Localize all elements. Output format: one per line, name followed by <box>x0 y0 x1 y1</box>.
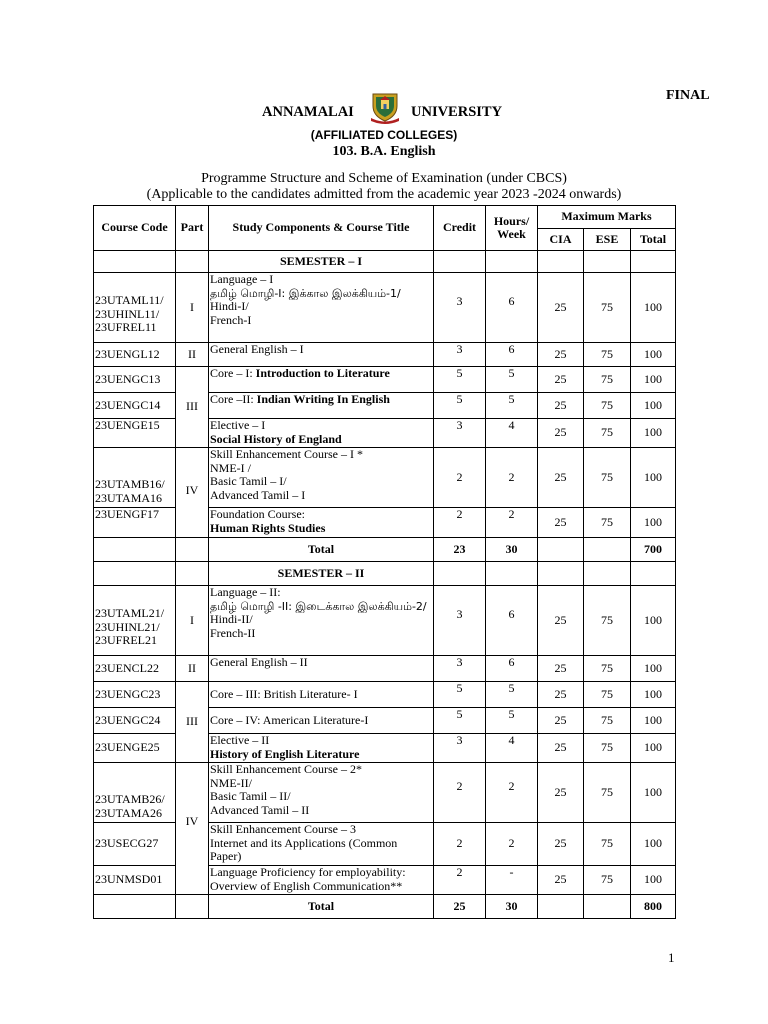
ese-cell: 75 <box>584 823 631 866</box>
total-label: Total <box>209 895 434 919</box>
total-row <box>94 538 676 562</box>
total-row <box>94 895 676 919</box>
university-emblem-icon <box>367 88 403 124</box>
hours-cell: 4 <box>486 734 538 763</box>
header-study-components: Study Components & Course Title <box>209 206 434 251</box>
ese-cell: 75 <box>584 367 631 393</box>
course-title-line: Overview of English Communication** <box>210 878 403 893</box>
total-label: Total <box>209 538 434 562</box>
total-credit: 23 <box>434 538 486 562</box>
total-hours: 30 <box>486 538 538 562</box>
course-code: 23UENGC13 <box>94 367 176 393</box>
ese-cell: 75 <box>584 393 631 419</box>
cia-cell: 25 <box>538 343 584 367</box>
course-title-line: French-II <box>210 625 256 640</box>
total-cell: 100 <box>631 682 676 708</box>
header-part: Part <box>176 206 209 251</box>
course-title-bold: History of English Literature <box>210 746 360 761</box>
part-cell: II <box>176 656 209 682</box>
hours-cell: 2 <box>486 508 538 538</box>
hours-cell: 4 <box>486 419 538 448</box>
part-cell: III <box>176 367 209 448</box>
table-row <box>94 682 676 708</box>
credit-cell: 3 <box>434 586 486 656</box>
credit-cell: 2 <box>434 866 486 895</box>
hours-cell: 2 <box>486 823 538 866</box>
ese-cell: 75 <box>584 763 631 823</box>
header-row <box>94 206 676 229</box>
course-code: 23UENGC14 <box>94 393 176 419</box>
course-title-line: Skill Enhancement Course – 3 <box>210 822 356 836</box>
course-code: 23UHINL21/ <box>95 619 160 634</box>
course-code: 23UHINL11/ <box>95 306 160 321</box>
ese-cell: 75 <box>584 508 631 538</box>
course-code: 23UENGC24 <box>94 708 176 734</box>
hours-cell: 2 <box>486 448 538 508</box>
course-title-line: Hindi-II/ <box>210 612 253 626</box>
course-code: 23UTAMB16/ <box>95 477 165 491</box>
cia-cell: 25 <box>538 273 584 343</box>
course-code: 23USECG27 <box>94 823 176 866</box>
hours-cell: 6 <box>486 343 538 367</box>
header-maximum-marks: Maximum Marks <box>538 206 676 229</box>
course-code: 23UENCL22 <box>94 656 176 682</box>
course-code: 23UENGL12 <box>94 343 176 367</box>
table-row <box>94 343 676 367</box>
total-cell: 100 <box>631 508 676 538</box>
course-title-line: Foundation Course: <box>210 507 305 521</box>
course-code: 23UENGF17 <box>94 508 176 538</box>
course-title-bold: Social History of England <box>210 431 342 446</box>
part-cell: IV <box>176 448 209 538</box>
cia-cell: 25 <box>538 763 584 823</box>
total-marks: 700 <box>631 538 676 562</box>
course-title-line: Internet and its Applications (Common <box>210 835 398 850</box>
semester-heading-row <box>94 251 676 273</box>
credit-cell: 3 <box>434 419 486 448</box>
credit-cell: 2 <box>434 763 486 823</box>
course-title-line: Language – I <box>210 272 274 286</box>
course-title-line: Basic Tamil – II/ <box>210 789 291 803</box>
cia-cell: 25 <box>538 586 584 656</box>
credit-cell: 5 <box>434 708 486 734</box>
total-marks: 800 <box>631 895 676 919</box>
course-code: 23UTAMB26/ <box>95 792 165 806</box>
part-cell: I <box>176 586 209 656</box>
course-title-line: Advanced Tamil – II <box>210 802 310 817</box>
course-code: 23UENGE15 <box>94 419 176 448</box>
cia-cell: 25 <box>538 508 584 538</box>
final-label: FINAL <box>666 88 710 103</box>
header-total: Total <box>631 229 676 251</box>
total-cell: 100 <box>631 708 676 734</box>
scheme-table <box>93 205 676 919</box>
total-cell: 100 <box>631 586 676 656</box>
cia-cell: 25 <box>538 734 584 763</box>
table-row <box>94 763 676 823</box>
university-name-right: UNIVERSITY <box>411 104 503 120</box>
course-code: 23UFREL11 <box>95 320 157 335</box>
course-title: Core – IV: American Literature-I <box>209 708 434 734</box>
total-cell: 100 <box>631 367 676 393</box>
university-name-left: ANNAMALAI <box>262 104 354 120</box>
total-cell: 100 <box>631 823 676 866</box>
ese-cell: 75 <box>584 273 631 343</box>
total-hours: 30 <box>486 895 538 919</box>
hours-cell: - <box>486 866 538 895</box>
hours-cell: 6 <box>486 656 538 682</box>
course-code: 23UTAMA16 <box>95 490 163 505</box>
course-title: Core – III: British Literature- I <box>209 682 434 708</box>
ese-cell: 75 <box>584 656 631 682</box>
course-code: 23UENGE25 <box>94 734 176 763</box>
course-title-line: Elective – II <box>210 733 270 747</box>
course-code: 23UTAML21/ <box>95 606 165 621</box>
credit-cell: 3 <box>434 343 486 367</box>
course-title-line: NME-I / <box>210 460 251 475</box>
table-row <box>94 273 676 343</box>
cia-cell: 25 <box>538 682 584 708</box>
course-title <box>209 367 434 393</box>
cia-cell: 25 <box>538 823 584 866</box>
course-title-bold: Human Rights Studies <box>210 520 326 535</box>
ese-cell: 75 <box>584 682 631 708</box>
total-cell: 100 <box>631 343 676 367</box>
course-code: 23UTAML11/ <box>95 293 164 308</box>
ese-cell: 75 <box>584 448 631 508</box>
course-title: General English – I <box>209 343 434 367</box>
course-title-line: Language – II: <box>210 585 281 599</box>
credit-cell: 3 <box>434 273 486 343</box>
total-cell: 100 <box>631 273 676 343</box>
course-title: General English – II <box>209 656 434 682</box>
total-cell: 100 <box>631 866 676 895</box>
course-title <box>209 393 434 419</box>
credit-cell: 5 <box>434 393 486 419</box>
credit-cell: 3 <box>434 734 486 763</box>
table-row <box>94 367 676 393</box>
header-course-code: Course Code <box>94 206 176 251</box>
header-cia: CIA <box>538 229 584 251</box>
hours-cell: 5 <box>486 708 538 734</box>
course-title-prefix: Core – I: <box>210 366 256 380</box>
part-cell: III <box>176 682 209 763</box>
course-title-tamil: தமிழ் மொழி -II: இடைக்கால இலக்கியம்-2/ <box>210 599 427 613</box>
part-cell: I <box>176 273 209 343</box>
hours-cell: 5 <box>486 367 538 393</box>
course-code: 23UENGC23 <box>94 682 176 708</box>
course-title-line: Advanced Tamil – I <box>210 487 306 502</box>
credit-cell: 2 <box>434 823 486 866</box>
course-title-line: Skill Enhancement Course – I * <box>210 447 363 461</box>
course-title-line: Elective – I <box>210 418 266 432</box>
course-title-line: Basic Tamil – I/ <box>210 474 287 488</box>
ese-cell: 75 <box>584 708 631 734</box>
total-cell: 100 <box>631 763 676 823</box>
hours-cell: 2 <box>486 763 538 823</box>
total-cell: 100 <box>631 448 676 508</box>
header-credit: Credit <box>434 206 486 251</box>
hours-cell: 5 <box>486 682 538 708</box>
course-title-line: Paper) <box>210 849 242 863</box>
course-title-prefix: Core –II: <box>210 392 257 406</box>
course-title-tamil: தமிழ் மொழி-I: இக்கால இலக்கியம்-1/ <box>210 286 401 300</box>
applicability-note: (Applicable to the candidates admitted from the academic year 2023 -2024 onwards) <box>146 187 622 202</box>
part-cell: IV <box>176 763 209 895</box>
header-ese: ESE <box>584 229 631 251</box>
structure-heading: Programme Structure and Scheme of Examination (under CBCS) <box>201 171 567 186</box>
course-title-line: Skill Enhancement Course – 2* <box>210 762 362 776</box>
table-row <box>94 448 676 508</box>
page-number: 1 <box>668 950 675 965</box>
course-title-line: Language Proficiency for employability: <box>210 865 406 879</box>
cia-cell: 25 <box>538 419 584 448</box>
total-cell: 100 <box>631 734 676 763</box>
hours-cell: 6 <box>486 586 538 656</box>
ese-cell: 75 <box>584 419 631 448</box>
affiliated-colleges-label: (AFFILIATED COLLEGES) <box>310 128 458 142</box>
cia-cell: 25 <box>538 656 584 682</box>
programme-title: 103. B.A. English <box>332 144 436 159</box>
course-title-line: Hindi-I/ <box>210 299 249 313</box>
total-cell: 100 <box>631 393 676 419</box>
table-row <box>94 656 676 682</box>
cia-cell: 25 <box>538 708 584 734</box>
ese-cell: 75 <box>584 586 631 656</box>
semester-heading-row <box>94 562 676 586</box>
header-hours-week: Hours/ Week <box>486 206 538 251</box>
hours-cell: 6 <box>486 273 538 343</box>
cia-cell: 25 <box>538 448 584 508</box>
total-cell: 100 <box>631 419 676 448</box>
course-code: 23UNMSD01 <box>94 866 176 895</box>
credit-cell: 2 <box>434 448 486 508</box>
course-code: 23UTAMA26 <box>95 805 163 820</box>
semester-2-heading: SEMESTER – II <box>209 562 434 586</box>
course-code: 23UFREL21 <box>95 633 158 648</box>
part-cell: II <box>176 343 209 367</box>
ese-cell: 75 <box>584 866 631 895</box>
credit-cell: 5 <box>434 682 486 708</box>
semester-1-heading: SEMESTER – I <box>209 251 434 273</box>
cia-cell: 25 <box>538 393 584 419</box>
ese-cell: 75 <box>584 343 631 367</box>
course-title-bold: Indian Writing In English <box>256 392 390 406</box>
total-credit: 25 <box>434 895 486 919</box>
course-title-bold: Introduction to Literature <box>255 366 390 380</box>
cia-cell: 25 <box>538 367 584 393</box>
table-row <box>94 586 676 656</box>
cia-cell: 25 <box>538 866 584 895</box>
credit-cell: 5 <box>434 367 486 393</box>
course-title-line: NME-II/ <box>210 775 252 790</box>
course-title-line: French-I <box>210 312 252 327</box>
hours-cell: 5 <box>486 393 538 419</box>
credit-cell: 3 <box>434 656 486 682</box>
ese-cell: 75 <box>584 734 631 763</box>
total-cell: 100 <box>631 656 676 682</box>
credit-cell: 2 <box>434 508 486 538</box>
